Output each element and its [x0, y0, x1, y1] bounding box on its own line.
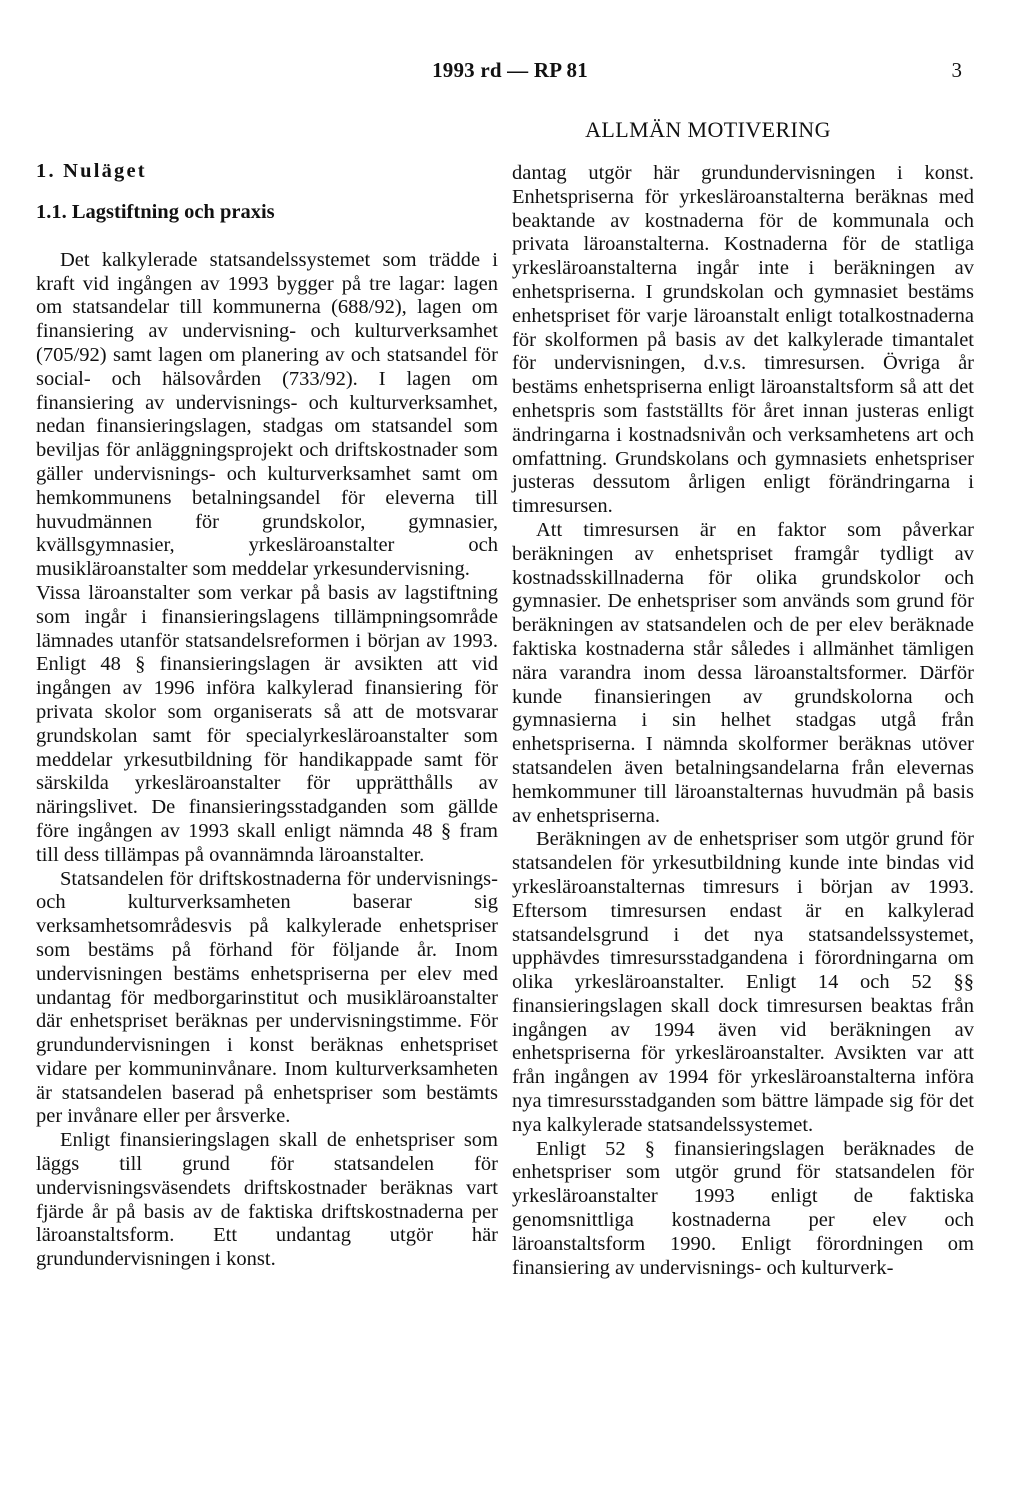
paragraph: Vissa läroanstalter som verkar på basis av lagstiftning som ingår i finansieringslagens tillämpningsområde lämnades utanför statsandelsreformen i början av 1993. Enligt 48 § finansieringslagen är avsikten att vid ingången av 1996 införa kalkylerad finansiering för privata skolor som organiserats så att de motsvarar grundskolan samt för specialyrkesläroanstalter som meddelar yrkesutbildning för handikappade samt för särskilda yrkesläroanstalter för upprätthålls av näringslivet. De finansieringsstadganden som gällde före ingången av 1993 skall enligt nämnda 48 § fram till dess tillämpas på ovannämnda läroanstalter. [36, 581, 498, 866]
heading-nulaget: 1. Nuläget [36, 160, 147, 182]
running-title: 1993 rd — RP 81 [432, 58, 588, 82]
paragraph: Enligt finansieringslagen skall de enhetspriser som läggs till grund för statsandelen för undervisningsväsendets driftskostnader beräknas vart fjärde år på basis av de faktiska driftskostnaderna per läroanstaltsform. Ett undantag utgör här grundundervisningen i konst. [36, 1129, 498, 1271]
section-title: ALLMÄN MOTIVERING [585, 117, 831, 142]
paragraph: Enligt 52 § finansieringslagen beräknades de enhetspriser som utgör grund för statsandelen för yrkesläroanstalter 1993 enligt de faktiska genomsnittliga kostnaderna per elev och läroanstaltsform 1990. Enligt förordningen om finansiering av undervisnings- och kulturverk- [512, 1137, 974, 1279]
right-column [512, 162, 974, 1280]
paragraph: Statsandelen för driftskostnaderna för undervisnings- och kulturverksamheten baserar sig verksamhetsområdesvis på kalkylerade enhetspriser som bestäms på förhand för följande år. Inom undervisningen bestäms enhetspriserna per elev med undantag för medborgarinstitut och musikläroanstalter där enhetspriset beräknas per undervisningstimme. För grundundervisningen i konst beräknas enhetspriset vidare per kommuninvånare. Inom kulturverksamheten är statsandelen baserad på enhetspriser som bestämts per invånare eller per årsverke. [36, 867, 498, 1128]
left-column [36, 160, 498, 1272]
paragraph: Att timresursen är en faktor som påverkar beräkningen av enhetspriset framgår tydligt av kostnadsskillnaderna för olika grundskolor och gymnasier. De enhetspriser som används som grund för beräkningen av statsandelen och de per elev beräknade faktiska kostnaderna står således i allmänhet tämligen nära varandra inom dessa läroanstaltsformer. Därför kunde finansieringen av grundskolorna och gymnasierna i sin helhet stadgas utgå från enhetspriserna. I nämnda skolformer beräknas utöver statsandelen även betalningsandelarna från elevernas hemkommuner till läroanstalternas huvudmän på basis av enhetspriserna. [512, 518, 974, 827]
page-number: 3 [951, 58, 962, 82]
paragraph: dantag utgör här grundundervisningen i konst. Enhetspriserna för yrkesläroanstalterna beräknas med beaktande av kostnaderna för de kommunala och privata läroanstalterna. Kostnaderna för de statliga yrkesläroanstalterna ingår inte i beräkningen av enhetspriserna. I grundskolan och gymnasiet bestäms enhetspriset för varje läroanstalt enligt totalkostnaderna för skolformen på basis av det kalkylerade timantalet för undervisningen, d.v.s. timresursen. Övriga år bestäms enhetspriserna enligt läroanstaltsform så att det enhetspris som fastställts för året innan justeras enligt ändringarna i kostnadsnivån och verksamhetens art och omfattning. Grundskolans och gymnasiets enhetspriser justeras dessutom årligen enligt förändringarna i timresursen. [512, 162, 974, 518]
heading-lagstiftning: 1.1. Lagstiftning och praxis [36, 201, 275, 223]
paragraph: Det kalkylerade statsandelssystemet som trädde i kraft vid ingången av 1993 bygger på tre lagar: lagen om statsandelar till kommunerna (688/92), lagen om finansiering av undervisning- och kulturverksamhet (705/92) samt lagen om planering av och statsandel för social- och hälsovården (733/92). I lagen om finansiering av undervisnings- och kulturverksamhet, nedan finansieringslagen, stadgas om statsandel som beviljas för anläggningsprojekt och driftskostnader som gäller undervisnings- och kulturverksamhet samt om hemkommunens betalningsandel för eleverna till huvudmännen för grundskolor, gymnasier, kvällsgymnasier, yrkesläroanstalter och musikläroanstalter som meddelar yrkesundervisning. [36, 248, 498, 581]
paragraph: Beräkningen av de enhetspriser som utgör grund för statsandelen för yrkesutbildning kunde inte bindas vid yrkesläroanstalternas timresurs i början av 1993. Eftersom timresursen endast är en kalkylerad statsandelsgrund i det nya statsandelssystemet, upphävdes timresursstadgandena i förordningarna om olika yrkesläroanstalter. Enligt 14 och 52 §§ finansieringslagen skall dock timresursen beaktas från ingången av 1994 även vid beräkningen av enhetspriserna för yrkesläroanstalter. Avsikten var att från ingången av 1994 för yrkesläroanstalterna införa nya timresursstadganden som bättre lämpade sig för det nya kalkylerade statsandelssystemet. [512, 828, 974, 1136]
page-header [0, 58, 1024, 88]
